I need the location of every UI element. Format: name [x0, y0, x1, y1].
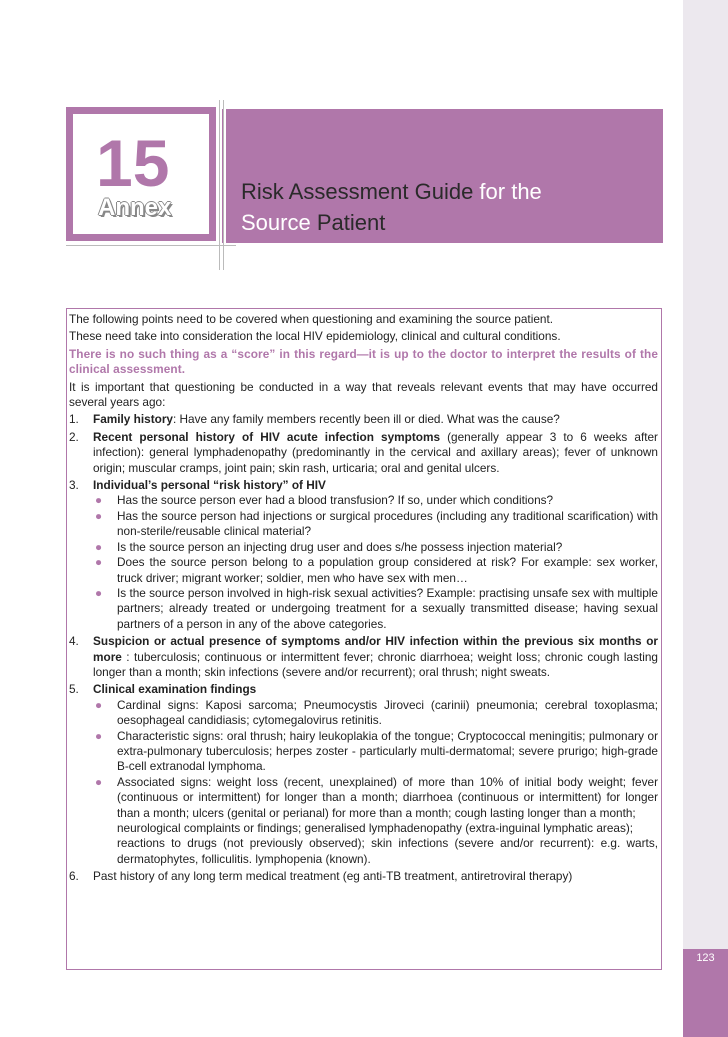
bullet-text: neurological complaints or findings; generalised lymphadenopathy (extra-inguinal lymphatic areas);	[117, 821, 634, 835]
item-heading: Individual’s personal “risk history” of HIV	[93, 478, 326, 493]
bullet-item: ● Is the source person involved in high-risk sexual activities? Example: practising unsafe sex with multiple partners; already treated or undergoing treatment for a sexually transmitted disease; having sexual partners of a person in any of the above categories.	[95, 585, 658, 631]
title-part: Source	[241, 210, 311, 235]
bullet-icon: ●	[95, 728, 103, 743]
list-item	[69, 682, 658, 867]
intro-paragraph: These need take into consideration the local HIV epidemiology, clinical and cultural conditions.	[69, 329, 561, 344]
bullet-icon: ●	[95, 585, 103, 600]
intro-paragraph: The following points need to be covered when questioning and examining the source patient.	[69, 312, 553, 326]
item-heading: Suspicion or actual presence of symptoms and/or HIV infection within the previous six months or more	[93, 634, 658, 664]
side-strip	[683, 0, 728, 1037]
bullet-icon: ●	[95, 508, 103, 523]
item-number: 1.	[69, 412, 79, 427]
bullet-item: ● Characteristic signs: oral thrush; hairy leukoplakia of the tongue; Cryptococcal meningitis; pulmonary or extra-pulmonary tuberculosis; herpes zoster - particularly multi-dermatomal; severe prurigo; high-grade B-cell extranodal lymphoma.	[95, 728, 658, 774]
item-heading: Family history	[93, 412, 173, 427]
item-text: (generally appear 3 to 6 weeks after infection): general lymphadenopathy (predominantly in the cervical and axillary areas); fever of unknown origin; muscular cramps, joint pain; skin rash, urticaria; oral and genital ulcers.	[93, 429, 658, 475]
list-item	[69, 869, 658, 884]
list-item	[69, 634, 658, 680]
bullet-item: ● Cardinal signs: Kaposi sarcoma; Pneumocystis Jiroveci (carinii) pneumonia; cerebral toxoplasma; oesophageal candidiasis; cytomegalovirus retinitis.	[95, 697, 658, 728]
item-number: 2.	[69, 429, 79, 444]
intro-paragraph: It is important that questioning be conducted in a way that reveals relevant events that may have occurred several years ago:	[69, 379, 658, 410]
title-part: Patient	[310, 210, 386, 235]
list-item	[69, 430, 658, 476]
page-title	[241, 176, 542, 238]
bullet-item: ● Is the source person an injecting drug user and does s/he possess injection material?	[95, 539, 563, 554]
side-strip-accent	[683, 968, 728, 1037]
highlight-paragraph: There is no such thing as a “score” in this regard—it is up to the doctor to interpret the results of the clinical assessment.	[69, 346, 658, 377]
list-item	[69, 478, 658, 632]
item-number: 3.	[69, 478, 79, 493]
bullet-icon: ●	[95, 697, 103, 712]
list-item	[69, 412, 658, 427]
annex-label: Annex	[98, 194, 172, 221]
item-heading: Recent personal history of HIV acute infection symptoms	[93, 429, 441, 444]
bullet-icon: ●	[95, 493, 103, 508]
crop-line	[66, 245, 236, 246]
content-box	[66, 308, 662, 970]
annex-number: 15	[96, 126, 170, 200]
title-part: Risk Assessment Guide	[241, 179, 474, 204]
item-number: 4.	[69, 634, 79, 649]
item-text: : Have any family members recently been ill or died. What was the cause?	[172, 412, 560, 427]
bullet-item: ● Has the source person had injections or surgical procedures (including any traditional scarification) with non-sterile/reusable clinical material?	[95, 508, 658, 539]
item-text: : tuberculosis; continuous or intermittent fever; chronic diarrhoea; weight loss; chronic cough lasting longer than a month; skin infections (severe and/or recurrent); oral thrush; night sweats.	[93, 649, 658, 679]
page-number: 123	[683, 949, 728, 968]
title-band-separator	[224, 109, 226, 243]
title-part: for the	[473, 179, 542, 204]
bullet-text: reactions to drugs (not previously observed); skin infections (severe and/or recurrent): e.g. warts, dermatophytes, folliculitis. lymphopenia (known).	[117, 836, 658, 866]
bullet-icon: ●	[95, 555, 103, 570]
item-heading: Clinical examination findings	[93, 682, 257, 697]
item-text: Past history of any long term medical treatment (eg anti-TB treatment, antiretroviral therapy)	[93, 869, 573, 884]
bullet-icon: ●	[95, 539, 103, 554]
bullet-item	[93, 775, 658, 867]
bullet-item: ● Does the source person belong to a population group considered at risk? For example: sex worker, truck driver; migrant worker; soldier, men who have sex with men…	[95, 555, 658, 585]
bullet-icon: ●	[95, 774, 103, 789]
bullet-item: ● Has the source person ever had a blood transfusion? If so, under which conditions?	[95, 493, 554, 508]
item-number: 6.	[69, 869, 79, 884]
bullet-text: Associated signs: weight loss (recent, unexplained) of more than 10% of initial body weight; fever (continuous or intermittent) for longer than a month; diarrhoea (continuous or intermittent) for longer than a month; ulcers (genital or perianal) for more than a month; cough lasting longer than a month;	[117, 774, 658, 820]
item-number: 5.	[69, 682, 79, 697]
